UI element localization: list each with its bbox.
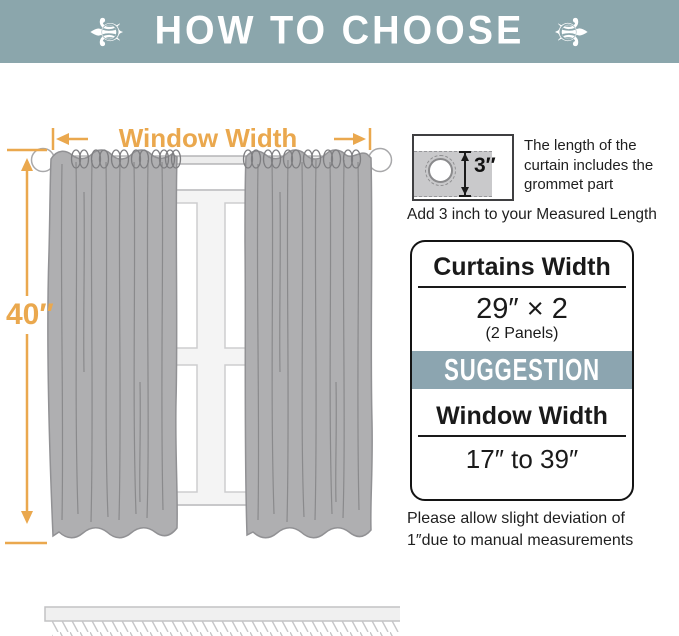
curtain-length-label: 40″ xyxy=(6,298,54,331)
floor xyxy=(45,607,400,636)
grommet-depth-label: 3″ xyxy=(474,154,496,177)
window-width-label: Window Width xyxy=(118,123,298,153)
add-inch-instruction: Add 3 inch to your Measured Length xyxy=(407,206,657,223)
curtains-width-header: Curtains Width xyxy=(433,253,611,281)
divider xyxy=(418,286,626,288)
disclaimer-line-1: Please allow slight deviation of xyxy=(407,510,625,527)
window-width-header: Window Width xyxy=(436,402,608,430)
fleur-de-lis-icon: ⚜ xyxy=(83,11,133,52)
page-title: HOW TO CHOOSE xyxy=(154,8,525,54)
grommet-diagram xyxy=(412,134,514,201)
window-width-measure xyxy=(53,123,370,153)
header-banner xyxy=(0,0,679,63)
curtain-length-measure xyxy=(5,150,54,543)
spec-table xyxy=(410,240,634,501)
curtain-panel-left xyxy=(48,150,177,538)
measurement-disclaimer xyxy=(407,508,679,552)
curtain-panel-right xyxy=(245,150,372,538)
panels-note: (2 Panels) xyxy=(485,325,559,342)
suggestion-banner xyxy=(412,351,632,389)
suggestion-label: SUGGESTION xyxy=(444,352,600,387)
fleur-de-lis-icon: ⚜ xyxy=(546,11,596,52)
grommet-depth-arrow xyxy=(458,150,472,198)
grommet-note: The length of the curtain includes the grommet part xyxy=(524,137,654,193)
divider xyxy=(418,435,626,437)
window-width-value: 17″ to 39″ xyxy=(465,444,579,474)
curtains-width-value: 29″ × 2 xyxy=(476,293,568,325)
disclaimer-line-2: 1″due to manual measurements xyxy=(407,532,634,549)
window-illustration xyxy=(0,62,400,636)
grommet-hole-icon xyxy=(428,158,453,183)
floor-hatching xyxy=(52,621,400,636)
